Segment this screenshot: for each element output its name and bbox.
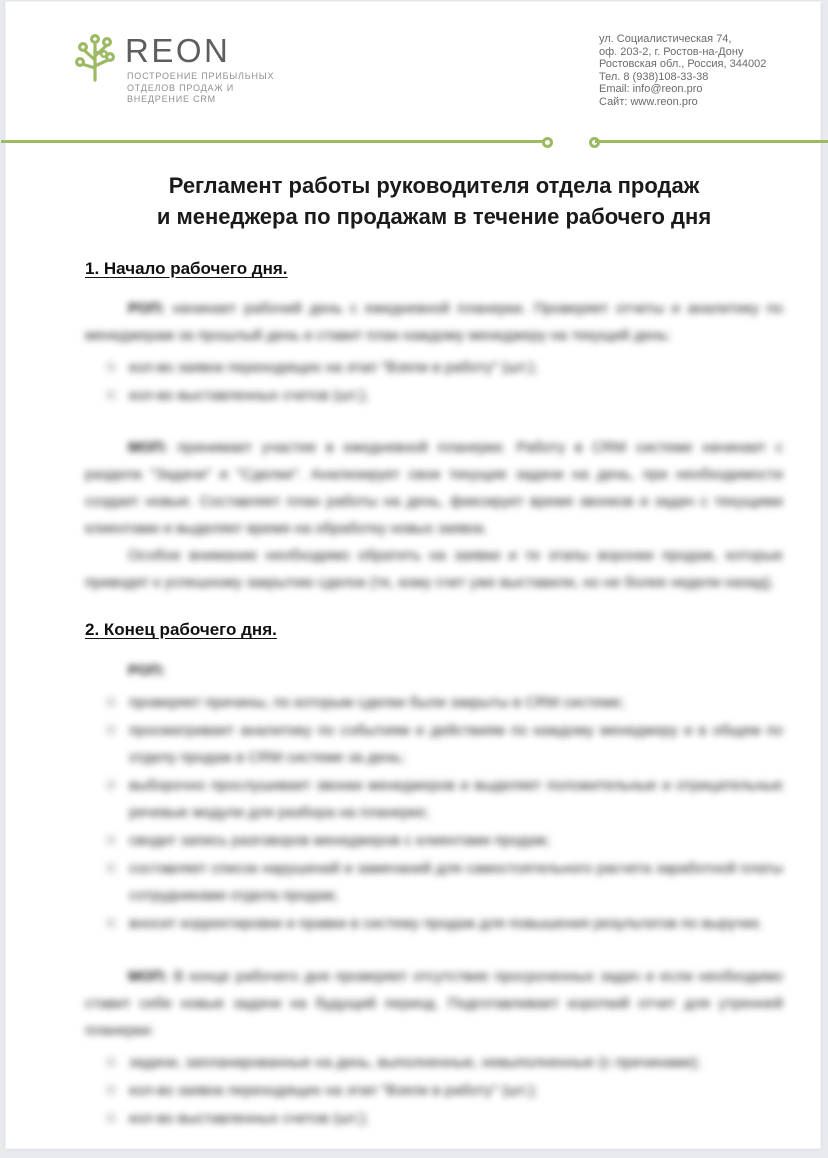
list-item-text: кол-во заявок переходящих на этап "Взяли в работу" (шт.); [129, 1082, 538, 1099]
bullet-square-icon [106, 1085, 116, 1095]
tree-nodes-icon [75, 30, 115, 82]
list-item-text: задачи, запланированные на день, выполненные, невыполненные (с причинами); [129, 1054, 701, 1071]
paragraph-text: принимает участие в ежедневной планерке. Работу в CRM системе начинает с раздела "Задачи" и "Сделки". Анализирует свои текущие задачи на день, при необходимости создает новые. Составляет план работы на день, фиксирует время звонков и задач с текущими клиентами и выделяет время на обработку новых заявок. [85, 439, 783, 537]
tagline-line: ПОСТРОЕНИЕ ПРИБЫЛЬНЫХ [127, 71, 275, 81]
section-1-bullet-list [85, 354, 783, 409]
mop-lead-label: МОП: [128, 439, 168, 456]
blurred-paragraph-mop-2 [85, 963, 783, 1044]
list-item [106, 382, 783, 409]
list-item [106, 1077, 783, 1104]
bullet-square-icon [106, 1057, 116, 1067]
contact-block [599, 33, 766, 108]
mop-lead-label: МОП: [128, 968, 168, 985]
list-item [106, 772, 783, 826]
blurred-paragraph-mop [85, 434, 783, 542]
blurred-paragraph-note [85, 542, 783, 596]
list-item [106, 1049, 783, 1076]
title-line-1: Регламент работы руководителя отдела продаж [168, 173, 700, 198]
list-item-text: кол-во выставленных счетов (шт.); [129, 1110, 369, 1127]
bullet-square-icon [106, 362, 116, 372]
divider-ring-icon [542, 137, 553, 148]
bullet-square-icon [106, 780, 116, 790]
section-2-heading: 2. Конец рабочего дня. [85, 620, 277, 639]
list-item-text: сводит запись разговоров менеджеров с клиентами продаж; [129, 832, 551, 849]
blurred-rop-label: РОП: [128, 662, 166, 679]
contact-address-line: ул. Социалистическая 74, [599, 33, 732, 45]
paragraph-text: начинает рабочий день с ежедневной планерки. Проверяет отчеты и аналитику по менеджерам за прошлый день и ставит план каждому менеджеру на текущий день: [85, 300, 783, 344]
bullet-square-icon [106, 918, 116, 928]
list-item [106, 717, 783, 771]
paragraph-text: Особое внимание необходимо обратить на заявки и те этапы воронки продаж, которые приводят к успешному закрытию сделок (те, кому счет уже выставили, но не более недели назад). [85, 547, 783, 591]
list-item [106, 354, 783, 381]
paragraph-text: В конце рабочего дня проверяет отсутствие просроченных задач и если необходимо ставит себе новые задачи на будущий период. Подготавливает короткий отчет для утренней планерки: [85, 968, 783, 1039]
section-1-heading: 1. Начало рабочего дня. [85, 259, 288, 278]
tagline-line: ОТДЕЛОВ ПРОДАЖ И [127, 82, 234, 93]
divider-line-left [1, 140, 544, 143]
tagline-line: ВНЕДРЕНИЕ CRM [127, 94, 216, 104]
list-item-text: вносит корректировки и правки в систему продаж для повышения результатов по выручке. [129, 915, 764, 932]
contact-address-line: Ростовская обл., Россия, 344002 [599, 58, 767, 70]
list-item-text: кол-во заявок переходящих на этап "Взяли в работу" (шт.); [129, 359, 538, 376]
page-title [85, 170, 783, 232]
list-item [106, 827, 783, 854]
list-item-text: составляет список нарушений и замечаний для самостоятельного расчета заработной платы сотрудниками отдела продаж; [129, 860, 783, 904]
list-item [106, 910, 783, 937]
section-2-rop-bullet-list [85, 689, 783, 937]
bullet-square-icon [106, 697, 116, 707]
blurred-paragraph-rop [85, 295, 783, 349]
bullet-square-icon [106, 835, 116, 845]
divider-line-right [595, 140, 828, 143]
list-item [106, 689, 783, 716]
rop-lead-label: РОП: [128, 300, 166, 317]
list-item-text: выборочно прослушивает звонки менеджеров и выделяет положительные и отрицательные речевые модули для разбора на планерке; [129, 777, 783, 821]
letterhead-header [6, 2, 820, 137]
list-item [106, 1105, 783, 1132]
contact-phone: Тел. 8 (938)108-33-38 [599, 70, 709, 83]
list-item-text: проверяет причины, по которым сделки были закрыты в CRM системе; [129, 694, 625, 711]
brand-wordmark: REON [125, 32, 231, 69]
bullet-square-icon [106, 863, 116, 873]
list-item-text: просматривает аналитику по событиям и действиям по каждому менеджеру и в общем по отделу продаж в CRM системе за день; [129, 722, 783, 766]
list-item-text: кол-во выставленных счетов (шт.); [129, 387, 369, 404]
bullet-square-icon [106, 1113, 116, 1123]
list-item [106, 855, 783, 909]
brand-tagline [127, 71, 274, 106]
contact-address-line: оф. 203-2, г. Ростов-на-Дону [599, 45, 744, 58]
document-body [6, 149, 820, 1133]
bullet-square-icon [106, 725, 116, 735]
document-page [5, 1, 821, 1149]
title-line-2: и менеджера по продажам в течение рабочего дня [156, 204, 712, 229]
bullet-square-icon [106, 390, 116, 400]
contact-email: Email: info@reon.pro [599, 83, 703, 95]
header-divider [6, 137, 828, 149]
section-2-mop-bullet-list [85, 1049, 783, 1132]
contact-website: Сайт: www.reon.pro [599, 95, 698, 108]
